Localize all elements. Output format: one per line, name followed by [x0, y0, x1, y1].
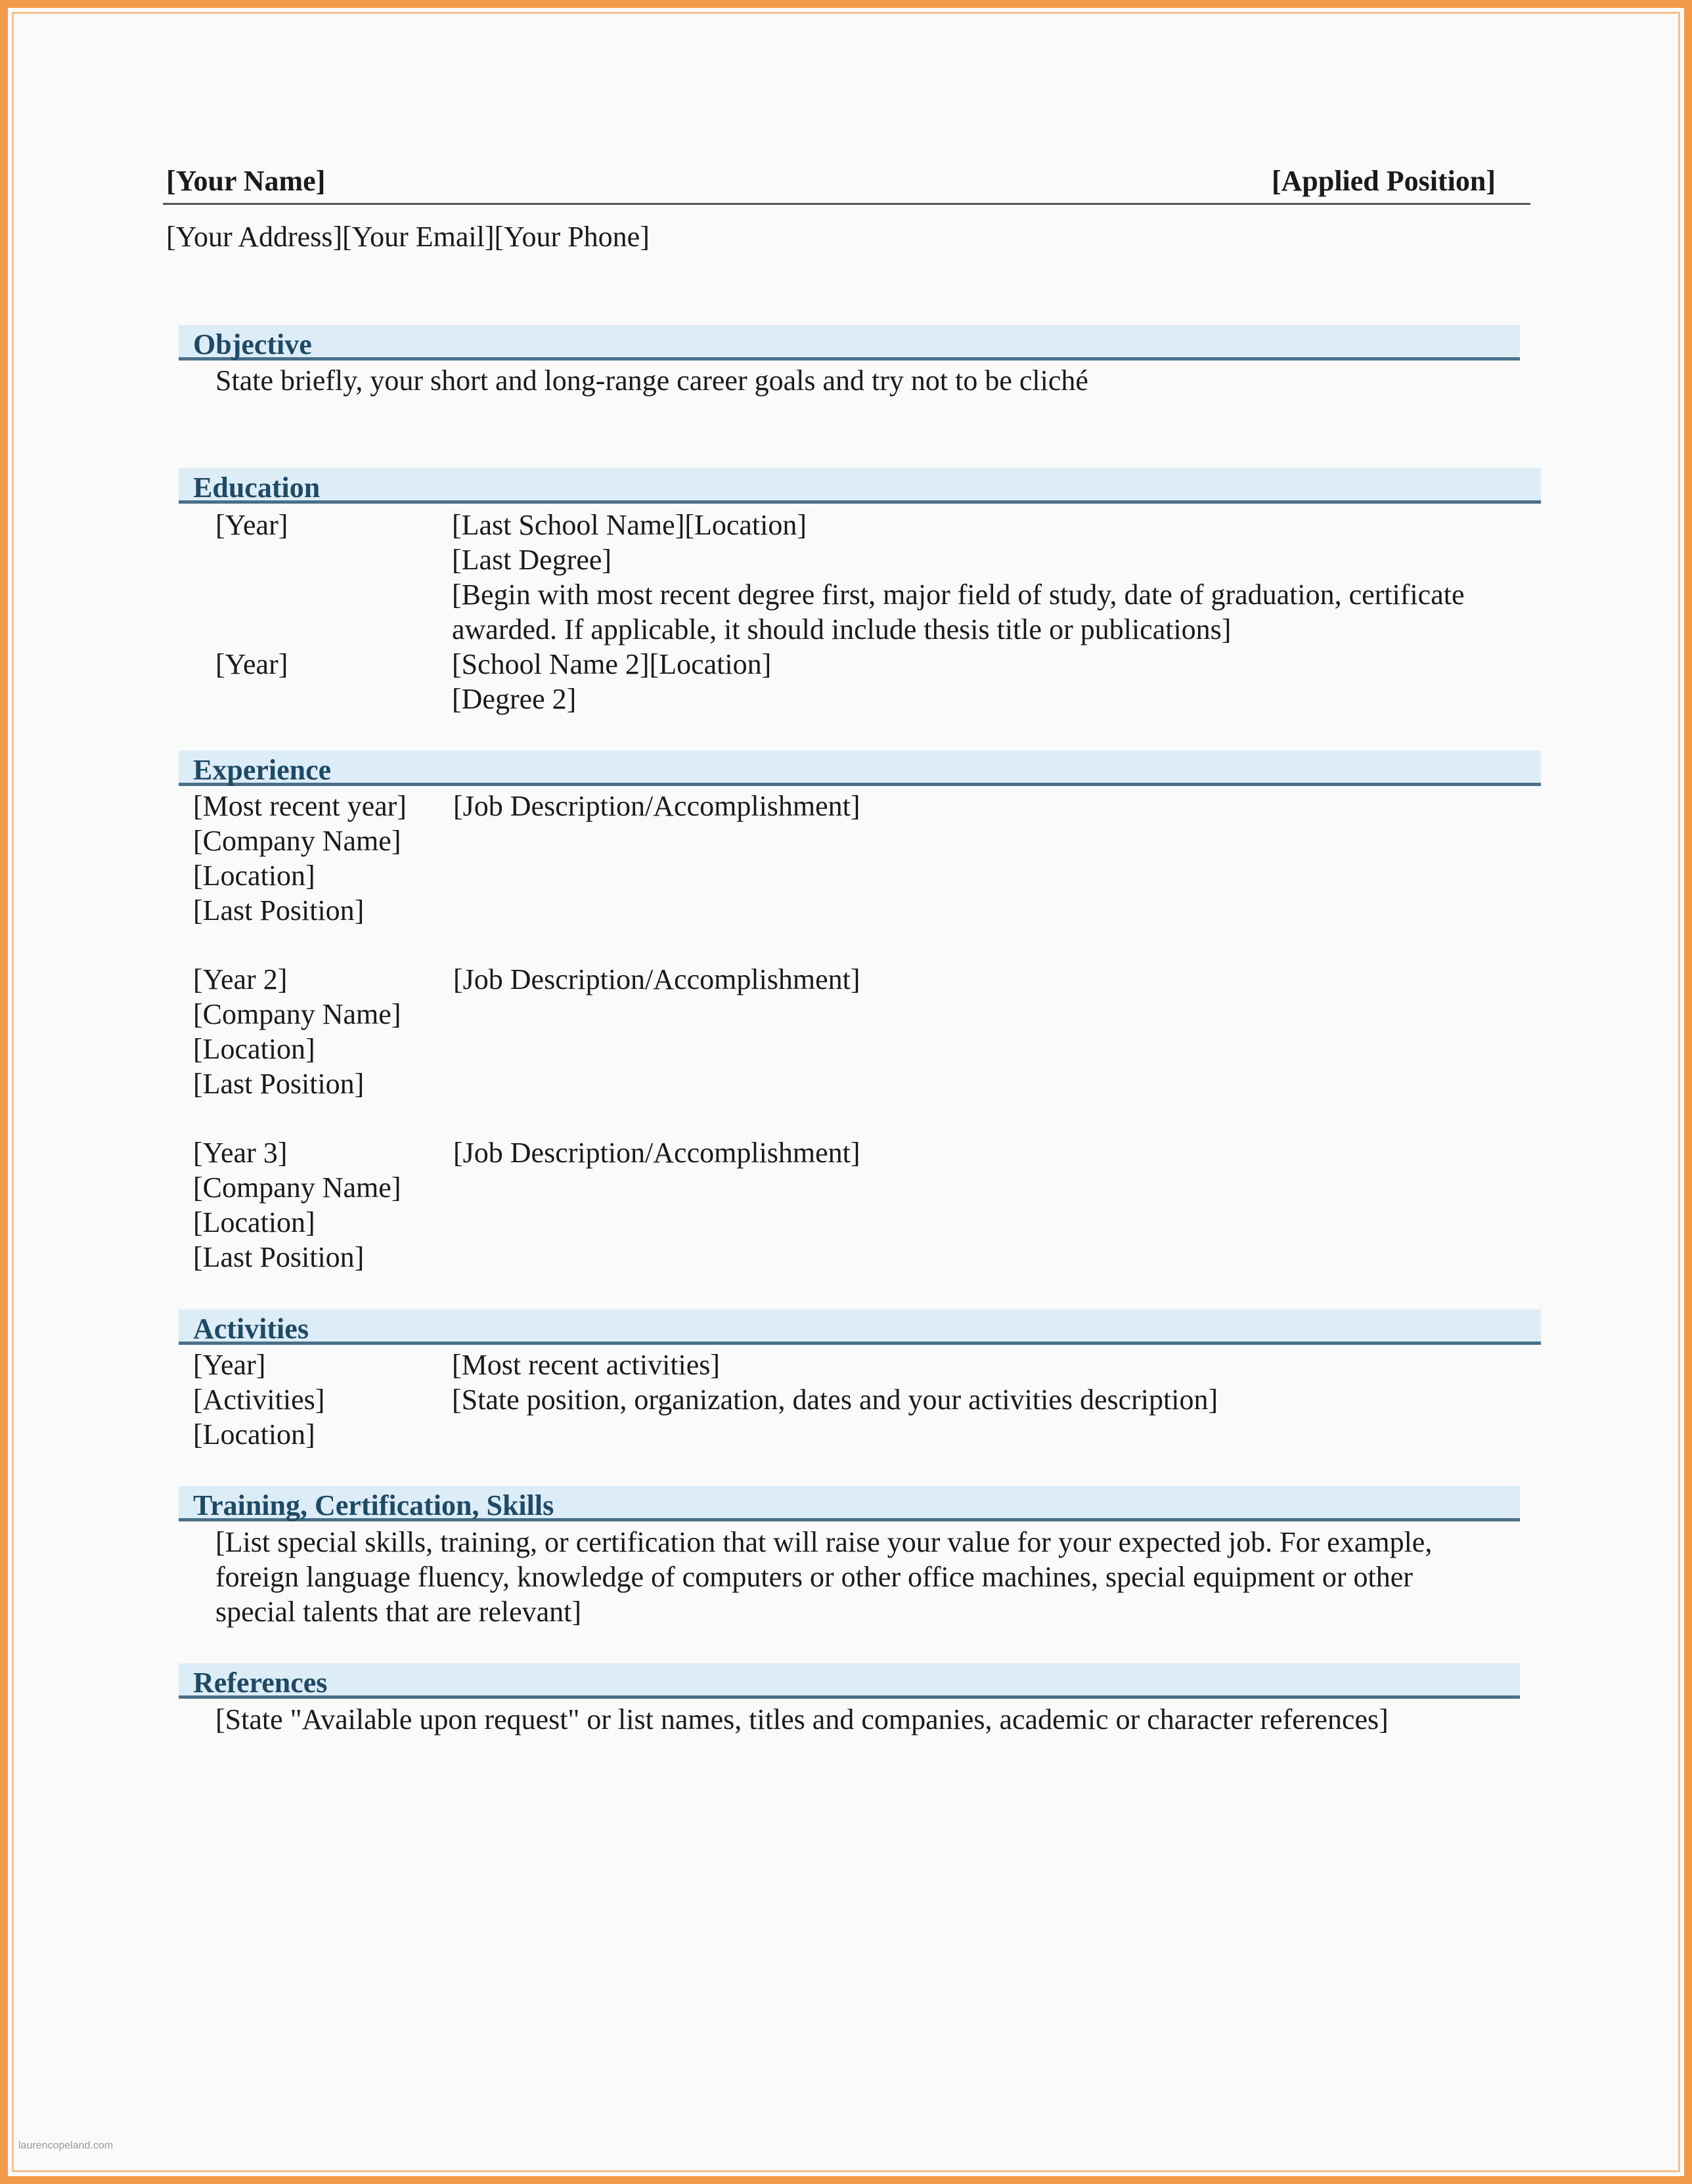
experience-position: [Last Position] — [193, 1068, 365, 1100]
activities-title: Activities — [193, 1313, 309, 1345]
experience-position: [Last Position] — [193, 1241, 365, 1273]
education-school: [School Name 2][Location] — [452, 648, 772, 680]
training-section-bar — [179, 1486, 1520, 1521]
objective-text: State briefly, your short and long-range career goals and try not to be cliché — [215, 364, 1088, 397]
activities-location: [Location] — [193, 1418, 315, 1451]
experience-description: [Job Description/Accomplishment] — [453, 963, 860, 995]
activities-recent: [Most recent activities] — [452, 1349, 721, 1381]
header-divider — [163, 203, 1530, 205]
experience-year: [Most recent year] — [193, 790, 407, 822]
objective-section-bar — [179, 325, 1520, 360]
activities-description: [State position, organization, dates and your activities description] — [452, 1384, 1218, 1416]
objective-title: Objective — [193, 328, 312, 360]
experience-position: [Last Position] — [193, 894, 365, 927]
experience-company: [Company Name] — [193, 1171, 401, 1204]
experience-title: Experience — [193, 754, 332, 786]
activities-year: [Year] — [193, 1349, 266, 1381]
applicant-name: [Your Name] — [166, 165, 326, 197]
experience-location: [Location] — [193, 1033, 315, 1065]
experience-location: [Location] — [193, 1206, 315, 1238]
experience-location: [Location] — [193, 860, 315, 892]
education-description: [Begin with most recent degree first, major field of study, date of graduation, certificate — [452, 579, 1465, 611]
training-text: [List special skills, training, or certification that will raise your value for your expected job. For example, — [215, 1526, 1433, 1558]
applied-position: [Applied Position] — [1271, 165, 1496, 197]
education-description: awarded. If applicable, it should include thesis title or publications] — [452, 613, 1232, 645]
watermark: laurencopeland.com — [18, 2140, 114, 2151]
activities-section-bar — [179, 1309, 1541, 1345]
references-section-bar — [179, 1663, 1520, 1699]
contact-line: [Your Address][Your Email][Your Phone] — [166, 221, 650, 253]
experience-company: [Company Name] — [193, 825, 401, 857]
references-title: References — [193, 1667, 328, 1699]
experience-section-bar — [179, 751, 1541, 786]
experience-description: [Job Description/Accomplishment] — [453, 1137, 860, 1169]
training-title: Training, Certification, Skills — [193, 1489, 554, 1521]
education-degree: [Degree 2] — [452, 683, 577, 715]
education-section-bar — [179, 468, 1541, 504]
experience-company: [Company Name] — [193, 998, 401, 1030]
experience-year: [Year 3] — [193, 1137, 288, 1169]
training-text: special talents that are relevant] — [215, 1596, 582, 1628]
education-year: [Year] — [215, 509, 288, 541]
experience-year: [Year 2] — [193, 963, 288, 995]
activities-name: [Activities] — [193, 1384, 325, 1416]
education-degree: [Last Degree] — [452, 544, 612, 576]
experience-description: [Job Description/Accomplishment] — [453, 790, 860, 822]
training-text: foreign language fluency, knowledge of computers or other office machines, special equipment or other — [215, 1561, 1413, 1593]
header-row — [166, 164, 1496, 204]
education-school: [Last School Name][Location] — [452, 509, 807, 541]
education-title: Education — [193, 471, 321, 504]
references-text: [State "Available upon request" or list names, titles and companies, academic or character references] — [215, 1703, 1389, 1736]
education-year: [Year] — [215, 648, 288, 680]
